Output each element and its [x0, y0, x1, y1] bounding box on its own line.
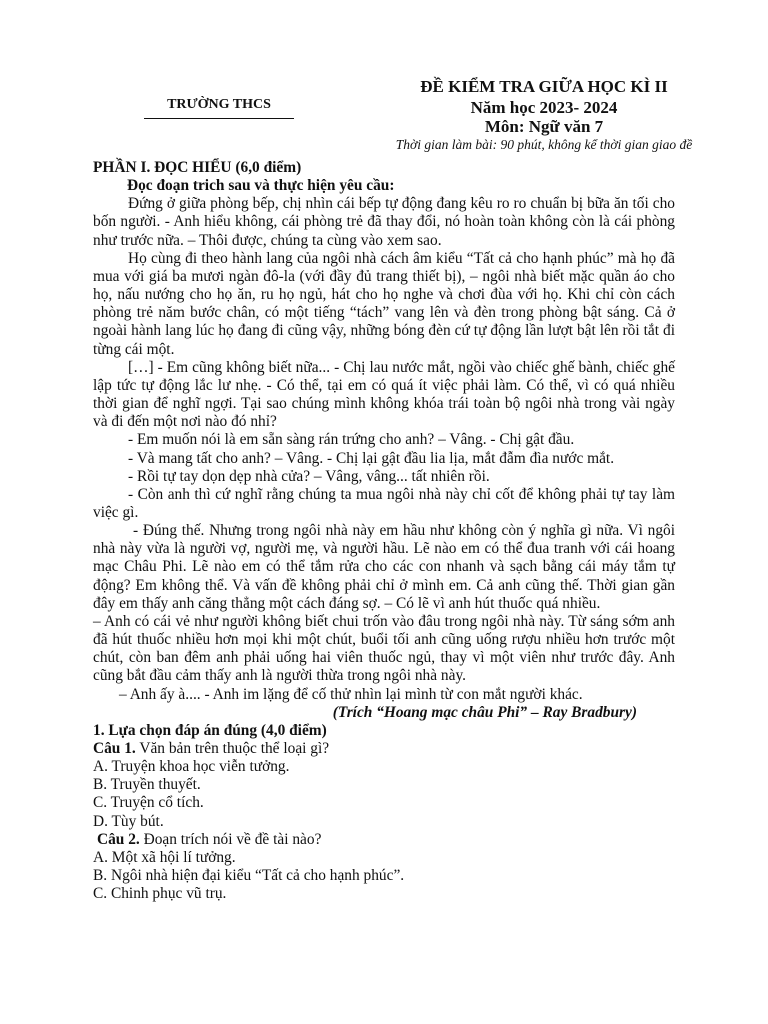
time-note: Thời gian làm bài: 90 phút, không kể thời gian giao đề [395, 137, 693, 152]
question-1 [93, 740, 675, 758]
passage-paragraph: - Và mang tất cho anh? – Vâng. - Chị lại gật đầu lia lịa, mắt đẫm đìa nước mắt. [128, 449, 615, 467]
passage-source: (Trích “Hoang mạc châu Phi” – Ray Bradbury) [332, 703, 637, 721]
passage-paragraph: - Rồi tự tay dọn dẹp nhà cửa? – Vâng, vâng... tất nhiên rồi. [128, 467, 490, 485]
section-instruction: Đọc đoạn trich sau và thực hiện yêu cầu: [127, 177, 395, 195]
school-underline [144, 118, 294, 119]
passage-paragraph: […] - Em cũng không biết nữa... - Chị lau nước mắt, ngồi vào chiếc ghế bành, chiếc ghế lập tức tự động lắc lư nhẹ. - Có thể, tại em có quá ít việc phải làm. Có thể, vì có quá nhiều thời gian để nghĩ ngợi. Tại sao chúng mình không khóa trái toàn bộ ngôi nhà trong vài ngày và đi đến một nơi nào đó nhỉ? [93, 358, 675, 431]
answer-option: C. Chinh phục vũ trụ. [93, 885, 227, 903]
question-label: Câu 2. [97, 830, 140, 848]
school-name: TRƯỜNG THCS [167, 97, 271, 112]
passage-paragraph: - Đúng thế. Nhưng trong ngôi nhà này em hầu như không còn ý nghĩa gì nữa. Vì ngôi nhà này vừa là người vợ, người mẹ, và người hầu. Lẽ nào em có thể đua tranh với cái hoang mạc Châu Phi. Lẽ nào em có thể tắm rửa cho các con nhanh và sạch bằng cái máy tắm tự động? Em không thể. Và vấn đề không phải chỉ ở mình em. Cả anh cũng thế. Thời gian gần đây em thấy anh căng thẳng một cách đáng sợ. – Có lẽ vì anh hút thuốc quá nhiều. [93, 522, 675, 612]
passage-paragraph: – Anh có cái vẻ như người không biết chui trốn vào đâu trong ngôi nhà này. Từ sáng sớm anh đã hút thuốc nhiều hơn mọi khi một chút, buổi tối anh cũng uống rượu nhiều hơn trước một chút, còn ban đêm anh phải uống hai viên thuốc ngủ, thay vì một viên như trước đây. Anh cũng bắt đầu cảm thấy anh là người thừa trong ngôi nhà này. [93, 612, 675, 685]
question-2 [93, 831, 675, 849]
passage-paragraph: Đứng ở giữa phòng bếp, chị nhìn cái bếp tự động đang kêu ro ro chuẩn bị bữa ăn tối cho bốn người. - Anh hiểu không, cái phòng trẻ đã thay đổi, nó hoàn toàn không còn là cái phòng như trước nữa. – Thôi được, chúng ta cùng vào xem sao. [93, 195, 675, 249]
part1-title: 1. Lựa chọn đáp án đúng (4,0 điểm) [93, 721, 327, 739]
question-label: Câu 1. [93, 740, 136, 757]
answer-option: A. Truyện khoa học viễn tưởng. [93, 758, 290, 776]
school-year: Năm học 2023- 2024 [470, 98, 618, 117]
passage-paragraph: – Anh ấy à.... - Anh im lặng để cố thử nhìn lại mình từ con mắt người khác. [119, 685, 583, 703]
exam-body [93, 159, 675, 903]
exam-title: ĐỀ KIỂM TRA GIỮA HỌC KÌ II [420, 77, 668, 96]
answer-option: C. Truyện cổ tích. [93, 794, 204, 812]
section-title: PHẦN I. ĐỌC HIỂU (6,0 điểm) [93, 159, 302, 176]
answer-option: B. Ngôi nhà hiện đại kiểu “Tất cả cho hạnh phúc”. [93, 867, 405, 885]
question-text: Đoạn trích nói về đề tài nào? [139, 830, 322, 848]
passage-paragraph: Họ cùng đi theo hành lang của ngôi nhà cách âm kiểu “Tất cả cho hạnh phúc” mà họ đã mua với giá ba mươi ngàn đô-la (với đầy đủ trang thiết bị), – ngôi nhà biết mặc quần áo cho họ, nấu nướng cho họ ăn, ru họ ngủ, hát cho họ nghe và chơi đùa với họ. Khi chỉ còn cách phòng trẻ năm bước chân, có một tiếng “tách” vang lên và đèn trong phòng bật sáng. Cả ở ngoài hành lang lúc họ đang đi cũng vậy, những bóng đèn cứ tự động lần lượt bật lên rồi tắt đi từng cái một. [93, 249, 675, 358]
question-text: Văn bản trên thuộc thể loại gì? [135, 740, 330, 757]
answer-option: D. Tùy bút. [93, 812, 164, 830]
answer-option: B. Truyền thuyết. [93, 776, 201, 794]
passage-paragraph: - Còn anh thì cứ nghĩ rằng chúng ta mua ngôi nhà này chỉ cốt để không phải tự tay làm việc gì. [93, 485, 675, 521]
subject: Môn: Ngữ văn 7 [484, 117, 604, 136]
answer-option: A. Một xã hội lí tưởng. [93, 848, 236, 866]
passage-paragraph: - Em muốn nói là em sẵn sàng rán trứng cho anh? – Vâng. - Chị gật đầu. [128, 431, 575, 449]
